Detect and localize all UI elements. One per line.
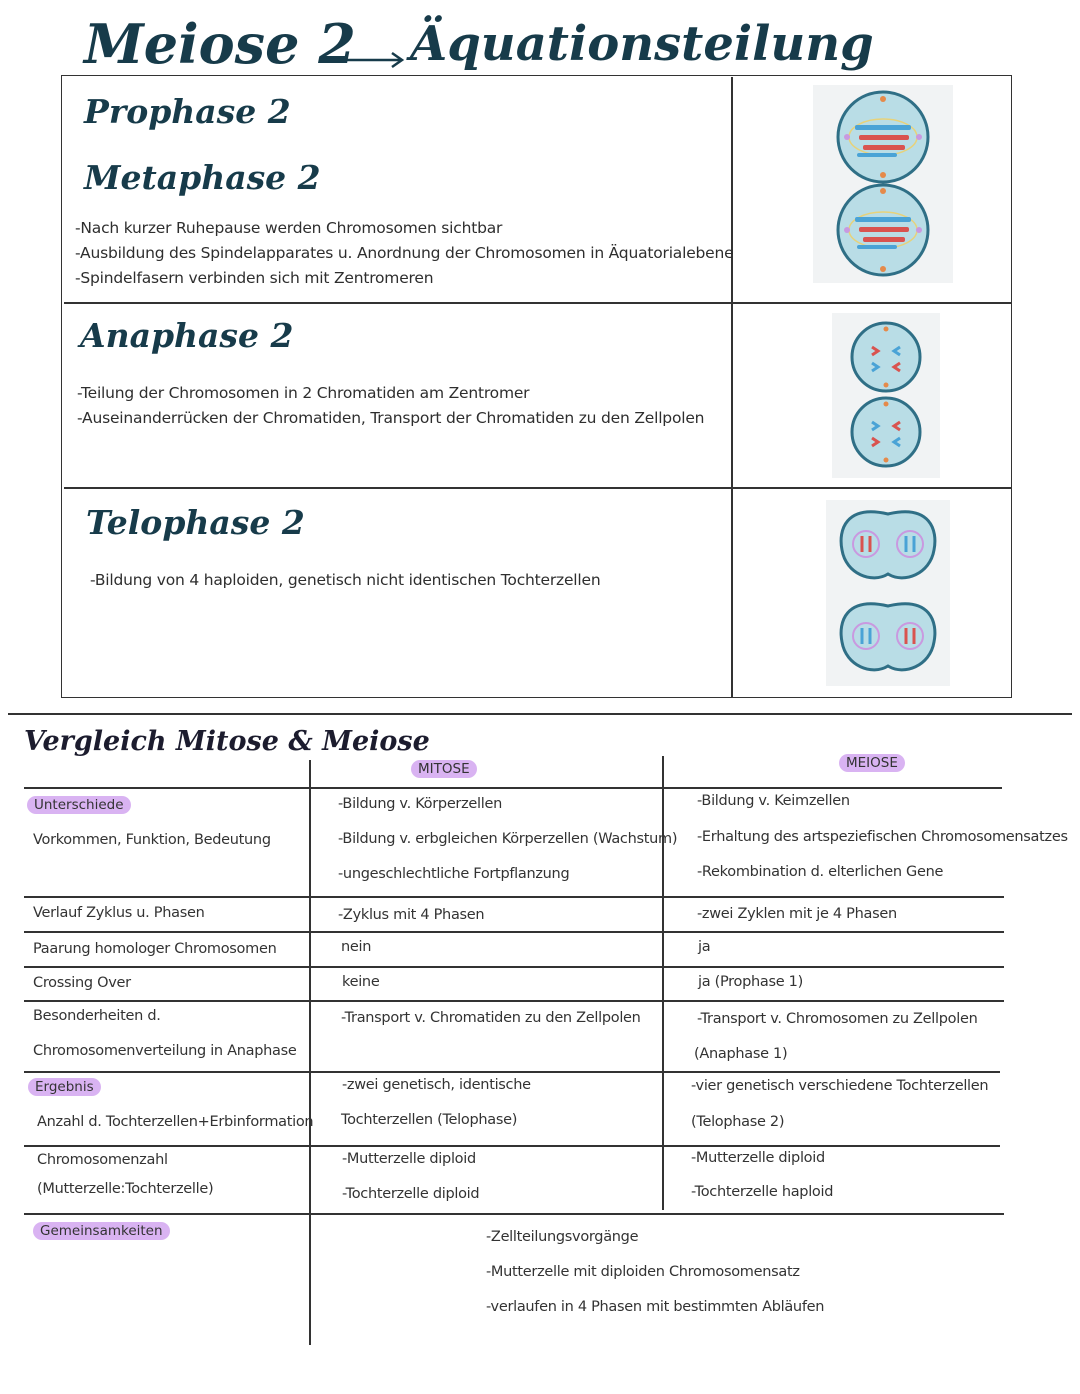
row-divider	[64, 302, 1011, 304]
header-meiose: MEIOSE	[839, 754, 905, 772]
row-label: Chromosomenzahl	[37, 1152, 168, 1168]
mitose-cell: nein	[341, 939, 372, 955]
cell-icon	[841, 512, 935, 578]
heading-prophase-2: Prophase 2	[84, 92, 291, 131]
meiose-cell: (Telophase 2)	[691, 1114, 785, 1130]
mitose-cell: Tochterzellen (Telophase)	[341, 1112, 518, 1128]
note-line: -Nach kurzer Ruhepause werden Chromosomen sichtbar	[75, 219, 503, 237]
row-divider	[64, 487, 1011, 489]
row-label: Paarung homologer Chromosomen	[33, 941, 277, 957]
mitose-cell: -Bildung v. erbgleichen Körperzellen (Wachstum)	[338, 831, 678, 847]
mitose-cell: -ungeschlechtliche Fortpflanzung	[338, 866, 570, 882]
common-item: -verlaufen in 4 Phasen mit bestimmten Abläufen	[486, 1299, 825, 1315]
note-line: -Ausbildung des Spindelapparates u. Anordnung der Chromosomen in Äquatorialebene	[75, 244, 734, 262]
row-label: Besonderheiten d.	[33, 1008, 161, 1024]
meiose-cell: -Erhaltung des artspeziefischen Chromosomensatzes	[697, 829, 1068, 845]
meiose-cell: (Anaphase 1)	[694, 1046, 788, 1062]
label-gemeinsamkeiten: Gemeinsamkeiten	[33, 1222, 170, 1240]
heading-telophase-2: Telophase 2	[86, 503, 305, 542]
cell-icon	[838, 92, 928, 182]
row-divider	[24, 1213, 1004, 1215]
meiose-cell: -Rekombination d. elterlichen Gene	[697, 864, 944, 880]
note-line: -Teilung der Chromosomen in 2 Chromatiden am Zentromer	[77, 384, 530, 402]
cell-icon	[838, 185, 928, 275]
row-divider	[24, 931, 1004, 933]
meiose-cell: -zwei Zyklen mit je 4 Phasen	[697, 906, 897, 922]
metaphase-illustration	[813, 85, 953, 283]
heading-metaphase-2: Metaphase 2	[84, 158, 321, 197]
row-label: Verlauf Zyklus u. Phasen	[33, 905, 205, 921]
row-divider	[24, 896, 1004, 898]
metaphase-notes	[75, 216, 733, 291]
row-label: Anzahl d. Tochterzellen+Erbinformation	[37, 1114, 314, 1130]
mitose-cell: -zwei genetisch, identische	[342, 1077, 531, 1093]
note-line: -Auseinanderrücken der Chromatiden, Transport der Chromatiden zu den Zellpolen	[77, 409, 705, 427]
mitose-cell: keine	[342, 974, 380, 990]
anaphase-notes	[77, 381, 704, 431]
meiose-cell: ja	[698, 939, 711, 955]
section-separator	[8, 713, 1072, 715]
cell-icon	[852, 398, 920, 466]
comparison-title: Vergleich Mitose & Meiose	[24, 726, 430, 757]
row-label: Vorkommen, Funktion, Bedeutung	[33, 832, 271, 848]
label-unterschiede: Unterschiede	[27, 796, 131, 814]
row-divider	[24, 966, 1004, 968]
meiose-cell: -Tochterzelle haploid	[691, 1184, 834, 1200]
note-line: -Bildung von 4 haploiden, genetisch nicht identischen Tochterzellen	[90, 571, 601, 589]
meiose-cell: -Mutterzelle diploid	[691, 1150, 825, 1166]
arrow-right-icon	[318, 50, 408, 70]
meiose-cell: ja (Prophase 1)	[698, 974, 803, 990]
row-divider	[24, 787, 1002, 789]
telophase-illustration	[826, 500, 950, 686]
mitose-cell: -Tochterzelle diploid	[342, 1186, 480, 1202]
row-label: Chromosomenverteilung in Anaphase	[33, 1043, 297, 1059]
note-line: -Spindelfasern verbinden sich mit Zentromeren	[75, 269, 434, 287]
row-divider	[24, 1145, 1000, 1147]
mitose-cell: -Mutterzelle diploid	[342, 1151, 476, 1167]
row-label: Crossing Over	[33, 975, 131, 991]
common-item: -Zellteilungsvorgänge	[486, 1229, 639, 1245]
column-divider	[662, 756, 664, 1210]
meiose-cell: -vier genetisch verschiedene Tochterzellen	[691, 1078, 989, 1094]
table-divider	[731, 77, 733, 697]
meiose-cell: -Transport v. Chromosomen zu Zellpolen	[697, 1011, 978, 1027]
mitose-cell: -Bildung v. Körperzellen	[338, 796, 502, 812]
anaphase-illustration	[832, 313, 940, 478]
label-ergebnis: Ergebnis	[28, 1078, 101, 1096]
telophase-notes	[90, 568, 600, 593]
page-subtitle: Äquationsteilung	[410, 16, 874, 72]
column-divider	[309, 760, 311, 1345]
mitose-cell: -Zyklus mit 4 Phasen	[338, 907, 485, 923]
common-item: -Mutterzelle mit diploiden Chromosomensatz	[486, 1264, 800, 1280]
row-label: (Mutterzelle:Tochterzelle)	[37, 1181, 214, 1197]
meiose-cell: -Bildung v. Keimzellen	[697, 793, 850, 809]
mitose-cell: -Transport v. Chromatiden zu den Zellpolen	[341, 1010, 641, 1026]
heading-anaphase-2: Anaphase 2	[80, 316, 294, 355]
header-mitose: MITOSE	[411, 760, 477, 778]
row-divider	[24, 1000, 1004, 1002]
row-divider	[24, 1071, 1000, 1073]
page-title: Meiose 2	[84, 12, 356, 76]
cell-icon	[852, 323, 920, 391]
cell-icon	[841, 604, 935, 670]
